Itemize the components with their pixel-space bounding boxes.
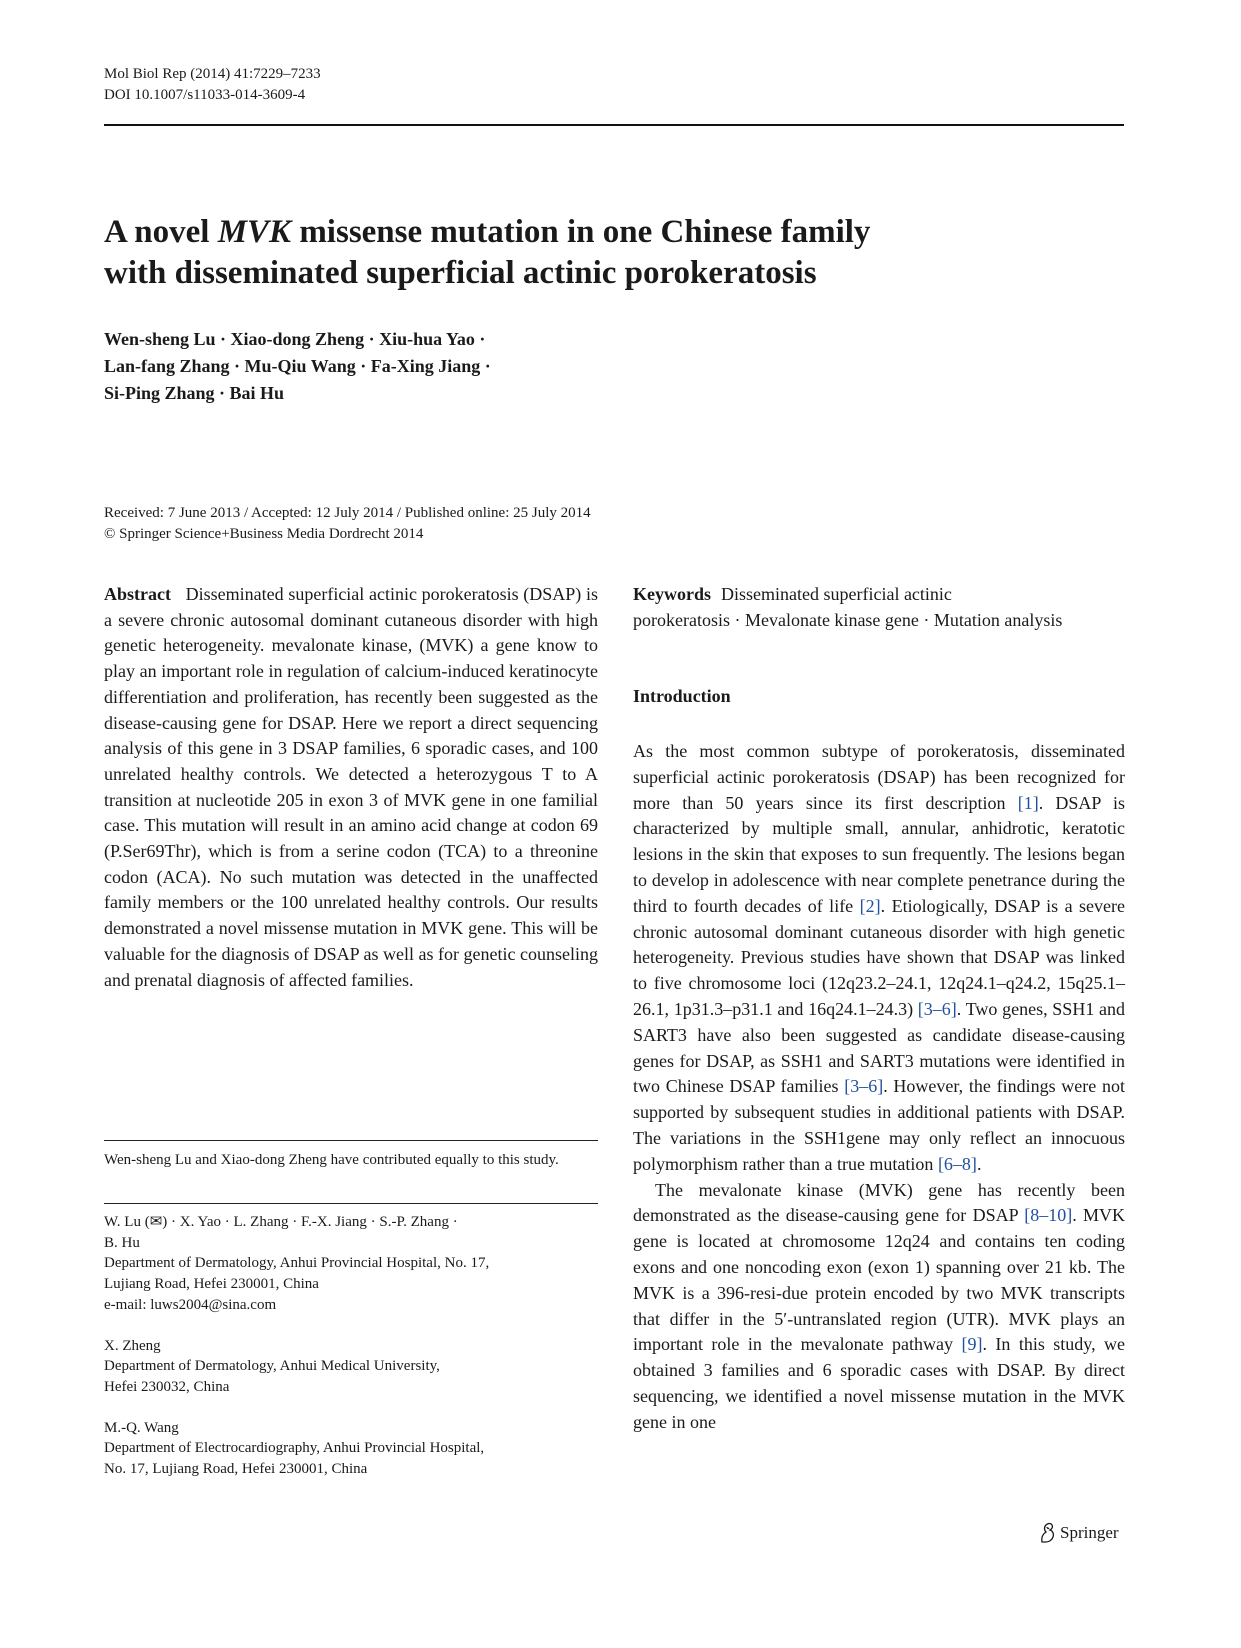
title-line-2: with disseminated superficial actinic porokeratosis (104, 255, 817, 291)
citation-link[interactable]: [6–8] (937, 1153, 977, 1174)
equal-contribution-note: Wen-sheng Lu and Xiao-dong Zheng have contributed equally to this study. (104, 1152, 559, 1168)
title-gene: MVK (217, 214, 292, 250)
citation-link[interactable]: [3–6] (844, 1076, 884, 1097)
journal-header (104, 64, 321, 106)
journal-doi: DOI 10.1007/s11033-014-3609-4 (104, 87, 306, 103)
keywords-heading: Keywords (633, 584, 711, 604)
title-text: A novel (104, 214, 218, 250)
received-accepted-dates: Received: 7 June 2013 / Accepted: 12 July 2014 / Published online: 25 July 2014 (104, 505, 591, 521)
intro-paragraph-1 (633, 739, 1125, 1178)
intro-text: . DSAP is characterized by multiple small, annular, anhidrotic, keratotic lesions in the skin that exposes to sun frequently. The lesions began to develop in adolescence with near complete penetrance during the third to fourth decades of life (633, 792, 1126, 916)
author-line: Si-Ping Zhang · Bai Hu (104, 383, 285, 403)
intro-text: The mevalonate kinase (MVK) gene has recently been demonstrated as the disease-causing gene for DSAP (633, 1179, 1125, 1226)
intro-text: . (976, 1153, 982, 1174)
springer-horse-icon (1038, 1522, 1056, 1544)
introduction-heading: Introduction (633, 686, 731, 706)
affiliation-department: Department of Dermatology, Anhui Medical University, (104, 1358, 440, 1375)
affiliation-department: Department of Electrocardiography, Anhui Provincial Hospital, (104, 1440, 485, 1457)
affiliation-divider (104, 1203, 598, 1204)
introduction-body (633, 739, 1125, 1436)
affiliation-address: Lujiang Road, Hefei 230001, China (104, 1276, 319, 1293)
affiliation-names: W. Lu (✉) · X. Yao · L. Zhang · F.-X. Jiang · S.-P. Zhang · (104, 1214, 458, 1230)
affiliation-names: M.-Q. Wang (104, 1419, 179, 1436)
intro-text: . Two genes, SSH1 and SART3 have also been suggested as candidate disease-causing genes for DSAP, as SSH1 and SART3 mutations were identified in two Chinese DSAP families (633, 998, 1126, 1097)
affiliation-names: X. Zheng (104, 1337, 161, 1354)
author-line: Lan-fang Zhang · Mu-Qiu Wang · Fa-Xing Jiang · (104, 356, 491, 376)
copyright-line: © Springer Science+Business Media Dordrecht 2014 (104, 526, 424, 542)
citation-link[interactable]: [9] (961, 1334, 983, 1355)
citation-link[interactable]: [8–10] (1024, 1205, 1073, 1226)
affiliation-block (104, 1212, 598, 1316)
intro-paragraph-2 (633, 1178, 1125, 1436)
keywords-line-2: porokeratosis · Mevalonate kinase gene · Mutation analysis (633, 609, 1063, 630)
affiliation-address: Hefei 230032, China (104, 1378, 230, 1395)
footnote-divider (104, 1140, 598, 1141)
intro-text: . However, the findings were not supported by subsequent studies in additional patients with DSAP. The variations in the SSH1gene may only reflect an innocuous polymorphism rather than a true mutation (633, 1076, 1126, 1174)
publisher-name: Springer (1060, 1523, 1119, 1542)
abstract-text: Disseminated superficial actinic porokeratosis (DSAP) is a severe chronic autosomal dominant cutaneous disorder with high genetic heterogeneity. mevalonate kinase, (MVK) a gene know to play an important role in regulation of calcium-induced keratinocyte differentiation and proliferation, has recently been suggested as the disease-causing gene for DSAP. Here we report a direct sequencing analysis of this gene in 3 DSAP families, 6 sporadic cases, and 100 unrelated healthy controls. We detected a heterozygous T to A transition at nucleotide 205 in exon 3 of MVK gene in one familial case. This mutation will result in an amino acid change at codon 69 (P.Ser69Thr), which is from a serine codon (TCA) to a threonine codon (ACA). No such mutation was detected in the unaffected family members or the 100 unrelated healthy controls. Our results demonstrated a novel missense mutation in MVK gene. This will be valuable for the diagnosis of DSAP as well as for genetic counseling and prenatal diagnosis of affected families. (104, 584, 598, 990)
abstract-heading: Abstract (104, 584, 171, 604)
abstract (104, 582, 598, 993)
article-title (104, 212, 1104, 294)
publisher-logo (1038, 1522, 1119, 1544)
author-list (104, 326, 491, 407)
keywords (633, 582, 1125, 633)
intro-text: . Etiologically, DSAP is a severe chronic autosomal dominant cutaneous disorder with high genetic heterogeneity. Previous studies have shown that DSAP was linked to five chromosome loci (12q23.2–24.1, 12q24.1–q24.2, 15q25.1–26.1, 1p31.3–p31.1 and 16q24.1–24.3) (633, 895, 1125, 1019)
publication-history (104, 503, 591, 545)
citation-link[interactable]: [2] (859, 895, 881, 916)
affiliation-email[interactable]: e-mail: luws2004@sina.com (104, 1296, 277, 1313)
title-line-1 (104, 212, 1104, 253)
affiliation-names: B. Hu (104, 1234, 140, 1251)
journal-citation: Mol Biol Rep (2014) 41:7229–7233 (104, 66, 321, 82)
citation-link[interactable]: [1] (1017, 792, 1039, 813)
affiliation-address: No. 17, Lujiang Road, Hefei 230001, China (104, 1461, 368, 1478)
citation-link[interactable]: [3–6] (917, 998, 957, 1019)
author-line: Wen-sheng Lu · Xiao-dong Zheng · Xiu-hua Yao · (104, 329, 486, 349)
affiliation-block (104, 1418, 598, 1480)
intro-text: . In this study, we obtained 3 families and 6 sporadic cases with DSAP. By direct sequencing, we identified a novel missense mutation in the MVK gene in one (633, 1334, 1126, 1432)
affiliation-department: Department of Dermatology, Anhui Provincial Hospital, No. 17, (104, 1255, 490, 1272)
affiliation-block (104, 1336, 598, 1398)
intro-text: . MVK gene is located at chromosome 12q24 and contains ten coding exons and one noncoding exon (exon 1) spanning over 21 kb. The MVK is a 396-resi-due protein encoded by two MVK transcripts that differ in the 5′-untranslated region (UTR). MVK plays an important role in the mevalonate pathway (633, 1205, 1125, 1355)
intro-text: As the most common subtype of porokeratosis, disseminated superficial actinic porokeratosis (DSAP) has been recognized for more than 50 years since its first description (633, 741, 1125, 813)
keywords-line-1: Disseminated superficial actinic (721, 584, 952, 604)
title-text: missense mutation in one Chinese family (291, 214, 871, 250)
affiliations (104, 1212, 598, 1500)
header-rule (104, 124, 1124, 126)
